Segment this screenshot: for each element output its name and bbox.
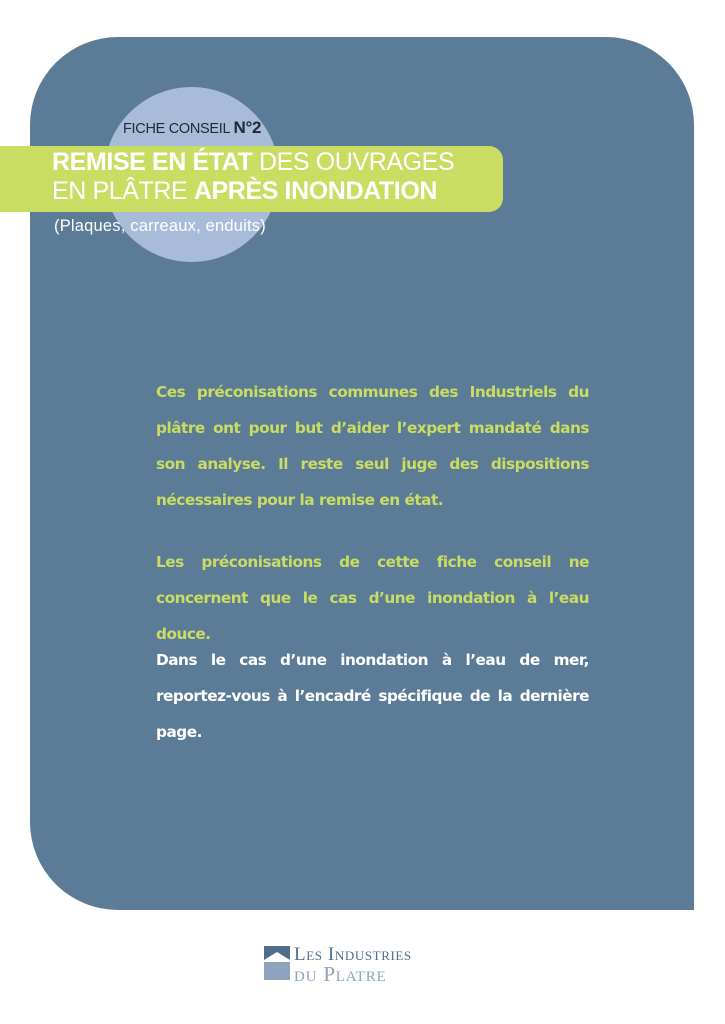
- seawater-paragraph: Dans le cas d’une inondation à l’eau de mer, reportez-vous à l’encadré spécifique de la dernière page.: [156, 651, 589, 741]
- title-line1-regular: DES OUVRAGES: [252, 148, 455, 176]
- title-line2-bold: APRÈS INONDATION: [193, 177, 438, 205]
- fiche-number: N°2: [233, 118, 262, 137]
- intro-paragraph: Ces préconisations communes des Industriels du plâtre ont pour but d’aider l’expert mandaté dans son analyse. Il reste seul juge des dispositions nécessaires pour la remise en état.: [156, 383, 589, 509]
- house-icon: [264, 946, 290, 980]
- footer-logo: [264, 944, 474, 984]
- scope-paragraph: Les préconisations de cette fiche conseil ne concernent que le cas d’une inondation à l’eau douce.: [156, 553, 589, 643]
- title-line2-regular: EN PLÂTRE: [52, 177, 194, 205]
- subtitle: (Plaques, carreaux, enduits): [54, 217, 266, 235]
- title-line-1: [52, 148, 454, 177]
- fiche-label-text: FICHE CONSEIL: [123, 121, 230, 137]
- title-line-2: [52, 177, 454, 206]
- logo-line-2: du Platre: [294, 962, 387, 986]
- logo-line-1: Les Industries: [294, 944, 412, 965]
- page-title: [52, 148, 454, 206]
- fiche-label: [123, 118, 261, 138]
- title-line1-bold: REMISE EN ÉTAT: [52, 148, 253, 176]
